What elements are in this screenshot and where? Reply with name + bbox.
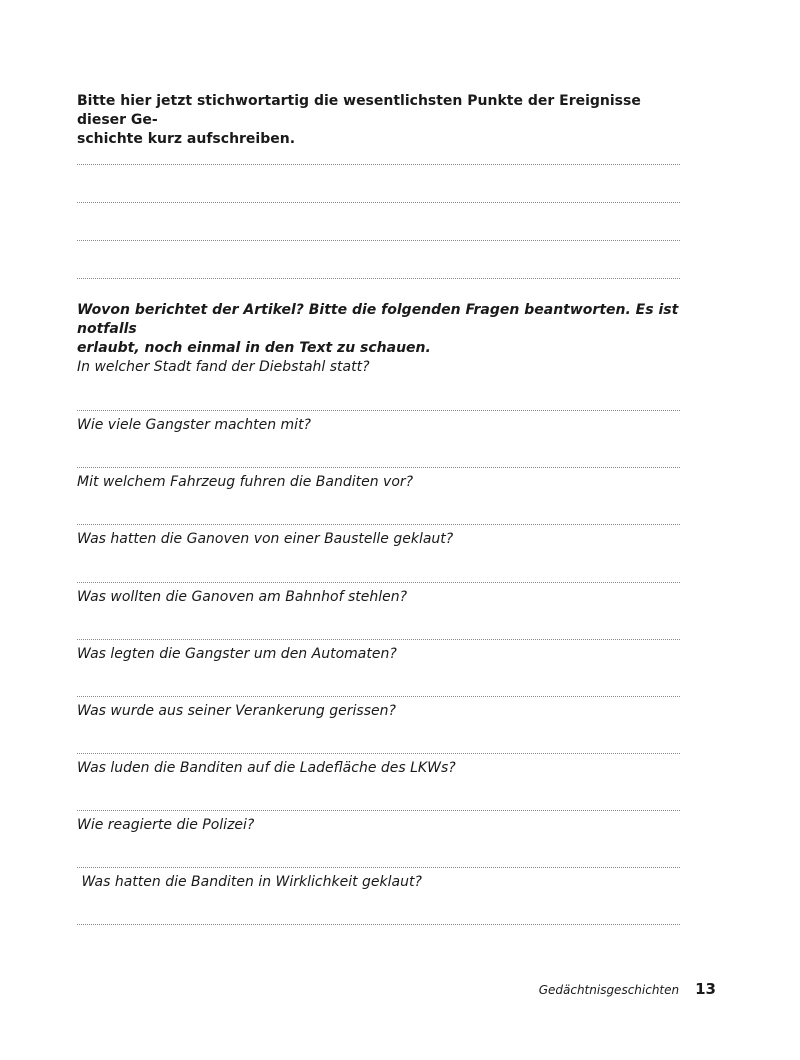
summary-answer-line-2[interactable] xyxy=(77,202,680,203)
answer-line-10[interactable] xyxy=(77,924,680,925)
answer-line-5[interactable] xyxy=(77,639,680,640)
worksheet-page xyxy=(77,0,680,1060)
summary-answer-line-3[interactable] xyxy=(77,240,680,241)
answer-line-2[interactable] xyxy=(77,467,680,468)
summary-instruction-line-1: Bitte hier jetzt stichwortartig die wesentlichsten Punkte der Ereignisse dieser Ge- xyxy=(77,93,641,128)
question-1: In welcher Stadt fand der Diebstahl statt? xyxy=(77,359,370,375)
answer-line-4[interactable] xyxy=(77,582,680,583)
page-number: 13 xyxy=(695,980,716,998)
footer-title: Gedächtnisgeschichten xyxy=(538,983,680,997)
answer-line-3[interactable] xyxy=(77,524,680,525)
answer-line-8[interactable] xyxy=(77,810,680,811)
answer-line-6[interactable] xyxy=(77,696,680,697)
questions-instruction xyxy=(77,301,680,358)
summary-answer-line-4[interactable] xyxy=(77,278,680,279)
answer-line-1[interactable] xyxy=(77,410,680,411)
question-10: Was hatten die Banditen in Wirklichkeit geklaut? xyxy=(77,874,422,890)
page-footer xyxy=(539,980,716,998)
summary-instruction-line-2: schichte kurz aufschreiben. xyxy=(77,131,296,147)
question-9: Wie reagierte die Polizei? xyxy=(77,817,255,833)
question-3: Mit welchem Fahrzeug fuhren die Banditen vor? xyxy=(77,474,414,490)
answer-line-9[interactable] xyxy=(77,867,680,868)
question-7: Was wurde aus seiner Verankerung gerissen? xyxy=(77,703,396,719)
question-2: Wie viele Gangster machten mit? xyxy=(77,417,311,433)
question-6: Was legten die Gangster um den Automaten? xyxy=(77,646,397,662)
summary-answer-line-1[interactable] xyxy=(77,164,680,165)
summary-instruction xyxy=(77,92,680,149)
questions-instruction-line-2: erlaubt, noch einmal in den Text zu schauen. xyxy=(77,340,431,356)
question-5: Was wollten die Ganoven am Bahnhof stehlen? xyxy=(77,589,408,605)
answer-line-7[interactable] xyxy=(77,753,680,754)
questions-instruction-line-1: Wovon berichtet der Artikel? Bitte die folgenden Fragen beantworten. Es ist notfalls xyxy=(77,302,679,337)
question-8: Was luden die Banditen auf die Ladefläche des LKWs? xyxy=(77,760,456,776)
question-4: Was hatten die Ganoven von einer Baustelle geklaut? xyxy=(77,531,454,547)
